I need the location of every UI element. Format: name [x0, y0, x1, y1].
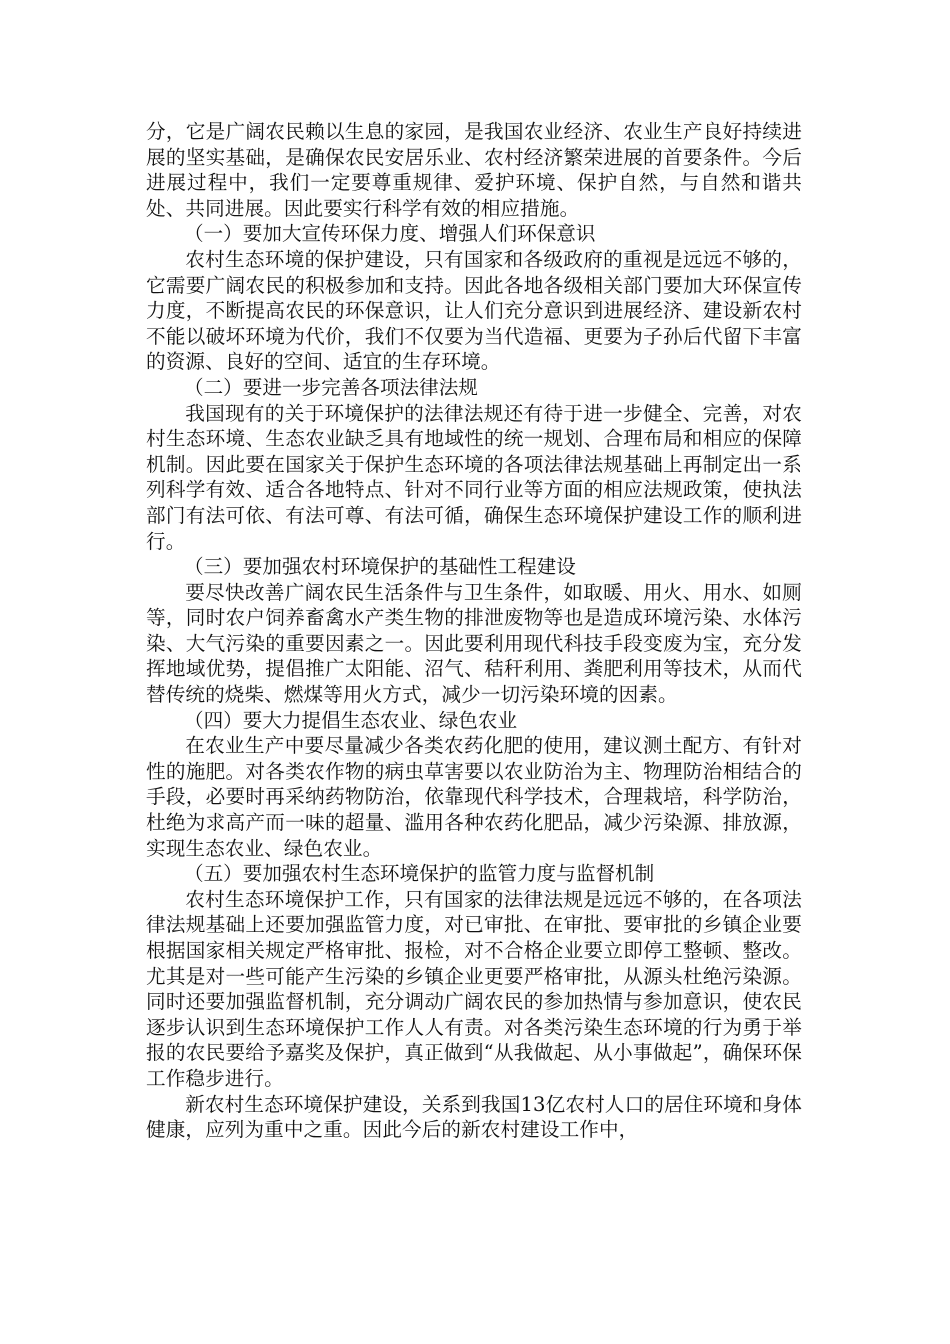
- closing-paragraph: 新农村生态环境保护建设，关系到我国13亿农村人口的居住环境和身体健康，应列为重中之重。因此今后的新农村建设工作中，: [146, 1092, 802, 1142]
- section-body-4: 在农业生产中要尽量减少各类农药化肥的使用，建议测土配方、有针对性的施肥。对各类农作物的病虫草害要以农业防治为主、物理防治相结合的手段，必要时再采纳药物防治，依靠现代科学技术，合理栽培，科学防治，杜绝为求高产而一味的超量、滥用各种农药化肥品，减少污染源、排放源，实现生态农业、绿色农业。: [146, 734, 802, 860]
- section-heading-5: （五）要加强农村生态环境保护的监管力度与监督机制: [184, 862, 655, 886]
- document-page: [146, 119, 802, 1143]
- section-heading-1: （一）要加大宣传环保力度、增强人们环保意识: [184, 222, 596, 246]
- section-body-5: 农村生态环境保护工作，只有国家的法律法规是远远不够的，在各项法律法规基础上还要加强监管力度，对已审批、在审批、要审批的乡镇企业要根据国家相关规定严格审批、报检，对不合格企业要立即停工整顿、整改。尤其是对一些可能产生污染的乡镇企业更要严格审批，从源头杜绝污染源。同时还要加强监督机制，充分调动广阔农民的参加热情与参加意识，使农民逐步认识到生态环境保护工作人人有责。对各类污染生态环境的行为勇于举报的农民要给予嘉奖及保护，真正做到“从我做起、从小事做起”，确保环保工作稳步进行。: [146, 887, 802, 1090]
- section-body-2: 我国现有的关于环境保护的法律法规还有待于进一步健全、完善，对农村生态环境、生态农业缺乏具有地域性的统一规划、合理布局和相应的保障机制。因此要在国家关于保护生态环境的各项法律法规基础上再制定出一系列科学有效、适合各地特点、针对不同行业等方面的相应法规政策，使执法部门有法可依、有法可尊、有法可循，确保生态环境保护建设工作的顺利进行。: [146, 401, 802, 553]
- section-body-3: 要尽快改善广阔农民生活条件与卫生条件，如取暖、用火、用水、如厕等，同时农户饲养畜禽水产类生物的排泄废物等也是造成环境污染、水体污染、大气污染的重要因素之一。因此要利用现代科技手段变废为宝，充分发挥地域优势，提倡推广太阳能、沼气、秸秆利用、粪肥利用等技术，从而代替传统的烧柴、燃煤等用火方式，减少一切污染环境的因素。: [146, 580, 802, 707]
- section-heading-3: （三）要加强农村环境保护的基础性工程建设: [184, 555, 576, 579]
- section-heading-2: （二）要进一步完善各项法律法规: [184, 375, 478, 399]
- section-body-1: 农村生态环境的保护建设，只有国家和各级政府的重视是远远不够的，它需要广阔农民的积极参加和支持。因此各地各级相关部门要加大环保宣传力度，不断提高农民的环保意识，让人们充分意识到进展经济、建设新农村不能以破坏环境为代价，我们不仅要为当代造福、更要为子孙后代留下丰富的资源、良好的空间、适宜的生存环境。: [146, 247, 802, 374]
- section-heading-4: （四）要大力提倡生态农业、绿色农业: [184, 708, 518, 732]
- intro-paragraph: 分，它是广阔农民赖以生息的家园，是我国农业经济、农业生产良好持续进展的坚实基础，是确保农民安居乐业、农村经济繁荣进展的首要条件。今后进展过程中，我们一定要尊重规律、爱护环境、保护自然，与自然和谐共处、共同进展。因此要实行科学有效的相应措施。: [146, 120, 802, 220]
